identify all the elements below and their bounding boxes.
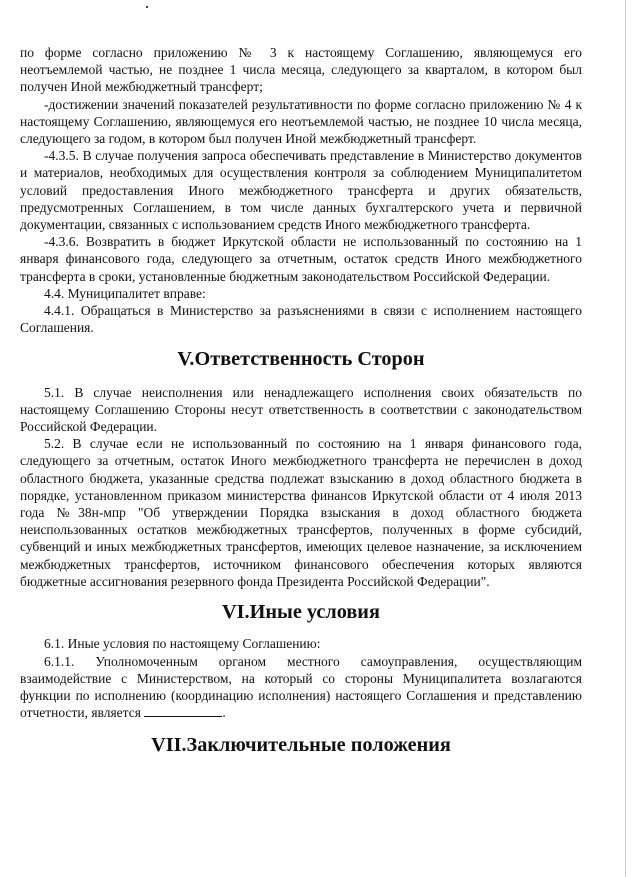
paragraph-4-3-6: -4.3.6. Возвратить в бюджет Иркутской области не использованный по состоянию на 1 января финансового года, следующего за отчетным, остаток средств Иного межбюджетного трансферта в сроки, установленные бюджетным законодательством Российской Федерации. [20, 234, 582, 284]
section-7-heading: VII.Заключительные положения [151, 734, 451, 757]
agreement-text [20, 44, 582, 755]
fill-in-blank [144, 705, 222, 717]
section-5-heading: V.Ответственность Сторон [177, 348, 425, 371]
paragraph-continuation: по форме согласно приложению № 3 к настоящему Соглашению, являющемуся его неотъемлемой частью, не позднее 1 числа месяца, следующего за кварталом, в котором был получен Иной межбюджетный трансферт; [20, 45, 582, 95]
page-edge-line [625, 0, 626, 877]
paragraph-6-1-1 [20, 653, 582, 722]
scan-speck [146, 6, 148, 8]
paragraph-6-1-1-text: 6.1.1. Уполномоченным органом местного самоуправления, осуществляющим взаимодействие с Министерством, на который со стороны Муниципалитета возлагаются функции по исполнению (координацию исполнения) настоящего Соглашения и представлению отчетности, является [20, 653, 582, 721]
paragraph-4-3-5: -4.3.5. В случае получения запроса обеспечивать представление в Министерство документов и материалов, необходимых для осуществления контроля за соблюдением Муниципалитетом условий предоставления Иного межбюджетного трансферта и других обязательств, предусмотренных Соглашением, в том числе данных бухгалтерского учета и первичной документации, связанных с использованием средств Иного межбюджетного трансферта. [20, 148, 582, 233]
paragraph-5-2: 5.2. В случае если не использованный по состоянию на 1 января финансового года, следующего за отчетным, остаток Иного межбюджетного трансферта не перечислен в доход областного бюджета, указанные средства подлежат взысканию в доход областного бюджета в порядке, установленном приказом министерства финансов Иркутской области от 4 июля 2013 года №38н-мпр "Об утверждении Порядка взыскания в доход областного бюджета неиспользованных остатков межбюджетных трансфертов, полученных в форме субсидий, субвенций и иных межбюджетных трансфертов, имеющих целевое назначение, за исключением межбюджетных трансфертов, источником финансового обеспечения которых являются бюджетные ассигнования резервного фонда Президента Российской Федерации". [20, 436, 582, 589]
paragraph-6-1: 6.1. Иные условия по настоящему Соглашению: [44, 636, 321, 652]
paragraph-5-1: 5.1. В случае неисполнения или ненадлежащего исполнения своих обязательств по настоящему Соглашению Стороны несут ответственность в соответствии с законодательством Российской Федерации. [20, 384, 582, 435]
paragraph-6-1-1-end: . [222, 705, 226, 721]
paragraph-4-4: 4.4. Муниципалитет вправе: [44, 285, 206, 301]
paragraph-performance-report: -достижении значений показателей результативности по форме согласно приложению № 4 к настоящему Соглашению, являющемуся его неотъемлемой частью, не позднее 10 числа месяца, следующего за годом, в котором был получен Иной межбюджетный трансферт. [20, 96, 582, 147]
section-6-heading: VI.Иные условия [222, 601, 380, 624]
paragraph-4-4-1: 4.4.1. Обращаться в Министерство за разъяснениями в связи с исполнением настоящего Соглашения. [20, 303, 582, 336]
